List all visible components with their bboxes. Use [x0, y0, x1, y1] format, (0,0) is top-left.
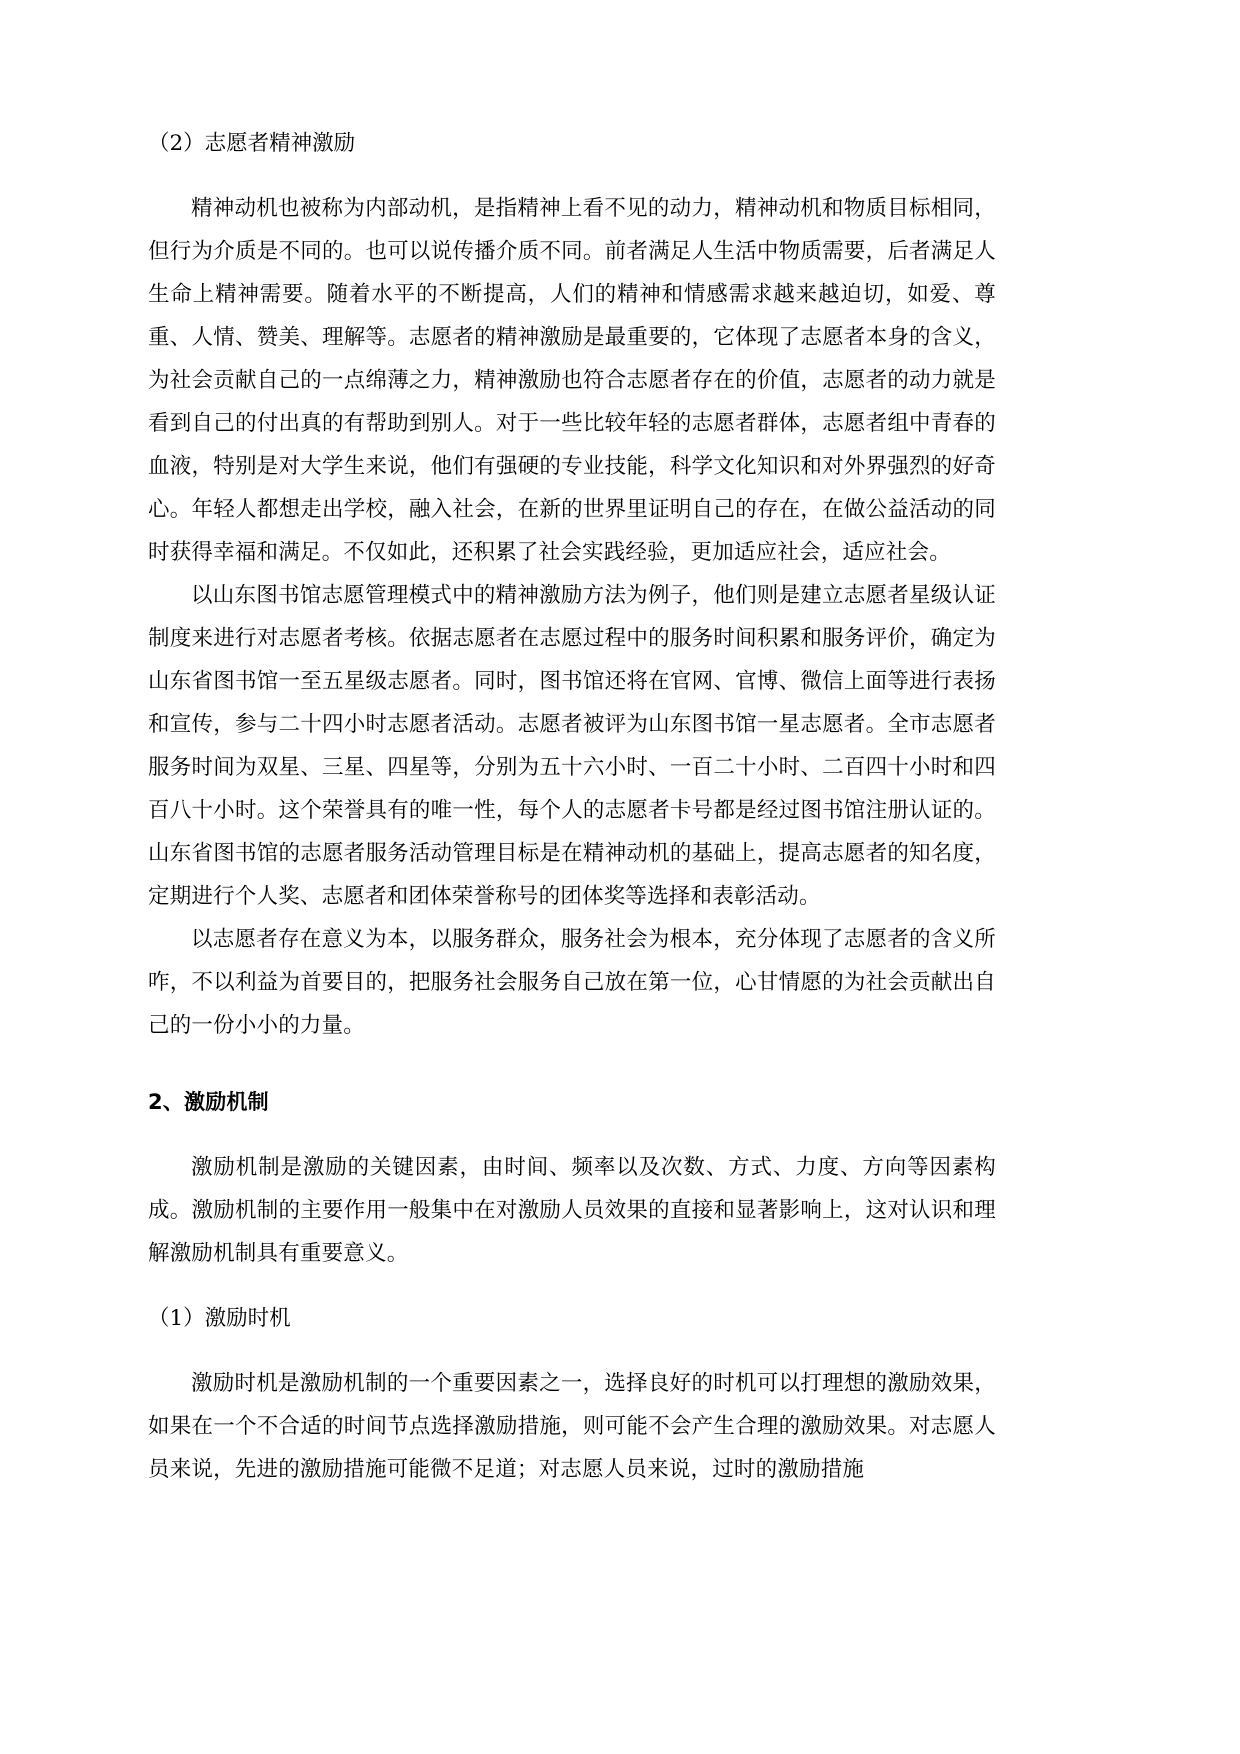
paragraph-spiritual-motivation: 精神动机也被称为内部动机，是指精神上看不见的动力，精神动机和物质目标相同，但行为介质是不同的。也可以说传播介质不同。前者满足人生活中物质需要，后者满足人生命上精神需要。随着水平的不断提高，人们的精神和情感需求越来越迫切，如爱、尊重、人情、赞美、理解等。志愿者的精神激励是最重要的，它体现了志愿者本身的含义，为社会贡献自己的一点绵薄之力，精神激励也符合志愿者存在的价值，志愿者的动力就是看到自己的付出真的有帮助到别人。对于一些比较年轻的志愿者群体，志愿者组中青春的血液，特别是对大学生来说，他们有强硬的专业技能，科学文化知识和对外界强烈的好奇心。年轻人都想走出学校，融入社会，在新的世界里证明自己的存在，在做公益活动的同时获得幸福和满足。不仅如此，还积累了社会实践经验，更加适应社会，适应社会。: [148, 196, 996, 565]
section-heading-incentive-mechanism: 2、激励机制: [148, 1090, 269, 1114]
section-heading-volunteer-spirit-incentive: （2）志愿者精神激励: [148, 131, 356, 156]
paragraph-incentive-timing: 激励时机是激励机制的一个重要因素之一，选择良好的时机可以打理想的激励效果，如果在一个不合适的时间节点选择激励措施，则可能不会产生合理的激励效果。对志愿人员来说，先进的激励措施可能微不足道；对志愿人员来说，过时的激励措施: [148, 1371, 996, 1482]
spacer-before-bold-heading: [148, 1047, 996, 1081]
spacer-after-bold-heading: [148, 1124, 996, 1146]
page-content-column: [148, 122, 996, 1491]
spacer-after-heading: [148, 165, 996, 187]
paragraph-mechanism-introduction: 激励机制是激励的关键因素，由时间、频率以及次数、方式、力度、方向等因素构成。激励机制的主要作用一般集中在对激励人员效果的直接和显著影响上，这对认识和理解激励机制具有重要意义。: [148, 1155, 996, 1266]
spacer-before-timing-heading: [148, 1275, 996, 1297]
spacer-after-timing-heading: [148, 1340, 996, 1362]
paragraph-volunteer-meaning: 以志愿者存在意义为本，以服务群众，服务社会为根本，充分体现了志愿者的含义所咋，不以利益为首要目的，把服务社会服务自己放在第一位，心甘情愿的为社会贡献出自己的一份小小的力量。: [148, 927, 996, 1038]
paragraph-shandong-library-example: 以山东图书馆志愿管理模式中的精神激励方法为例子，他们则是建立志愿者星级认证制度来进行对志愿者考核。依据志愿者在志愿过程中的服务时间积累和服务评价，确定为山东省图书馆一至五星级志愿者。同时，图书馆还将在官网、官博、微信上面等进行表扬和宣传，参与二十四小时志愿者活动。志愿者被评为山东图书馆一星志愿者。全市志愿者服务时间为双星、三星、四星等，分别为五十六小时、一百二十小时、二百四十小时和四百八十小时。这个荣誉具有的唯一性，每个人的志愿者卡号都是经过图书馆注册认证的。山东省图书馆的志愿者服务活动管理目标是在精神动机的基础上，提高志愿者的知名度，定期进行个人奖、志愿者和团体荣誉称号的团体奖等选择和表彰活动。: [148, 583, 996, 909]
section-heading-incentive-timing: （1）激励时机: [148, 1306, 291, 1331]
